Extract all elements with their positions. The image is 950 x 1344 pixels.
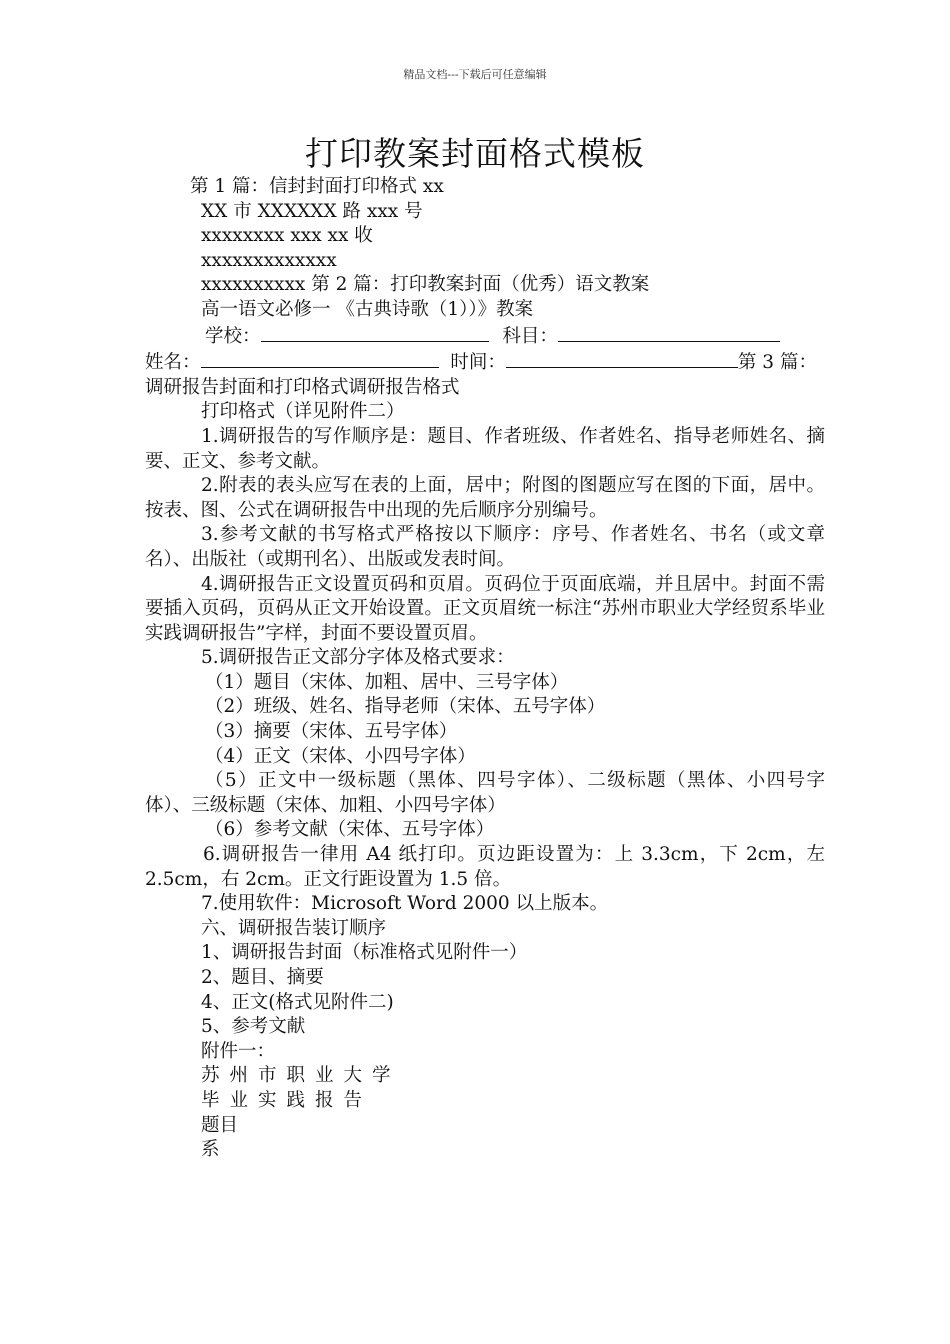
para-4: 4.调研报告正文设置页码和页眉。页码位于页面底端，并且居中。封面不需要插入页码，页码从正文开始设置。正文页眉统一标注“苏州市职业大学经贸系毕业实践调研报告”字样，封面不要设置页眉。 — [145, 573, 825, 644]
para-3: 3.参考文献的书写格式严格按以下顺序：序号、作者姓名、书名（或文章名）、出版社（或期刊名）、出版或发表时间。 — [145, 524, 825, 570]
line-school-subject — [145, 323, 825, 350]
name-blank — [201, 349, 439, 368]
line-address: XX 市 XXXXXX 路 xxx 号 — [201, 200, 423, 222]
school-blank — [261, 323, 489, 342]
format-item-4: （4）正文（宋体、小四号字体） — [205, 745, 476, 767]
appendix-department: 系 — [201, 1139, 220, 1161]
para-6: 6.调研报告一律用 A4 纸打印。页边距设置为：上 3.3cm，下 2cm，左 2.5cm，右 2cm。正文行距设置为 1.5 倍。 — [145, 844, 825, 890]
format-item-5: （5）正文中一级标题（黑体、四号字体）、二级标题（黑体、小四号字体）、三级标题（宋体、加粗、小四号字体） — [145, 770, 825, 816]
para-2: 2.附表的表头应写在表的上面，居中；附图的图题应写在图的下面，居中。按表、图、公式在调研报告中出现的先后顺序分别编号。 — [145, 475, 825, 521]
format-item-6: （6）参考文献（宋体、五号字体） — [205, 819, 495, 841]
format-item-3: （3）摘要（宋体、五号字体） — [205, 721, 458, 743]
order-item-4: 4、正文(格式见附件二) — [201, 991, 394, 1013]
page-header: 精品文档---下载后可任意编辑 — [403, 68, 547, 81]
subject-label: 科目： — [502, 325, 558, 347]
para-1-text: 1.调研报告的写作顺序是：题目、作者班级、作者姓名、指导老师姓名、摘要、正文、参考文献。 — [145, 425, 825, 472]
line-name-time — [145, 349, 825, 376]
line-lesson-title: 高一语文必修一 《古典诗歌（1））》教案 — [201, 298, 534, 320]
line-placeholder: xxxxxxxxxxxxx — [201, 249, 337, 271]
line-recipient: xxxxxxxx xxx xx 收 — [201, 225, 373, 247]
appendix-1-label: 附件一： — [201, 1040, 276, 1062]
document-body — [145, 175, 825, 1163]
name-label: 姓名： — [145, 352, 201, 374]
para-7: 7.使用软件：Microsoft Word 2000 以上版本。 — [201, 893, 609, 915]
document-title: 打印教案封面格式模板 — [305, 134, 645, 173]
order-item-5: 5、参考文献 — [201, 1016, 306, 1038]
subject-blank — [558, 323, 780, 342]
part3-label: 第 3 篇： — [737, 352, 817, 374]
line-part1: 第 1 篇：信封封面打印格式 xx — [190, 176, 444, 197]
section-binding-order: 六、调研报告装订顺序 — [201, 917, 387, 939]
appendix-topic: 题目 — [201, 1114, 239, 1136]
order-item-1: 1、调研报告封面（标准格式见附件一） — [201, 942, 528, 964]
format-item-2: （2）班级、姓名、指导老师（宋体、五号字体） — [205, 696, 606, 718]
line-part3-title: 调研报告封面和打印格式调研报告格式 — [145, 376, 460, 398]
school-label: 学校： — [205, 325, 261, 347]
appendix-university: 苏州市职业大学 — [201, 1065, 401, 1087]
line-part2: xxxxxxxxxx 第 2 篇：打印教案封面（优秀）语文教案 — [201, 274, 650, 296]
para-5: 5.调研报告正文部分字体及格式要求： — [201, 647, 515, 669]
format-item-1: （1）题目（宋体、加粗、居中、三号字体） — [205, 671, 569, 693]
line-print-format: 打印格式（详见附件二） — [201, 401, 405, 423]
order-item-2: 2、题目、摘要 — [201, 967, 324, 988]
appendix-report: 毕业实践报告 — [201, 1089, 373, 1111]
time-blank — [506, 349, 738, 368]
time-label: 时间： — [450, 352, 506, 374]
